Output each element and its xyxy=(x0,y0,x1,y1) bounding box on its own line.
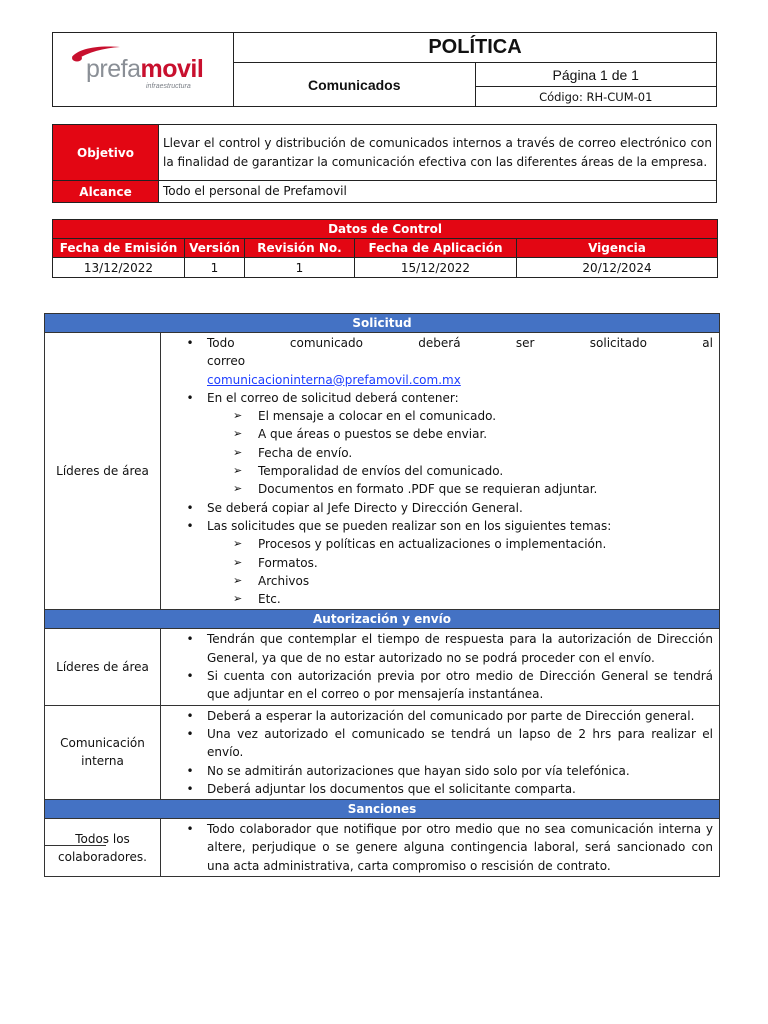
role-label: Líderes de área xyxy=(45,333,161,610)
sub-item-text: Formatos. xyxy=(258,555,318,570)
document-title: POLÍTICA xyxy=(234,33,717,63)
objetivo-text: Llevar el control y distribución de comunicados internos a través de correo electrónico con la finalidad de garantizar la comunicación efectiva con las diferentes áreas de la empresa. xyxy=(159,125,717,181)
list-item xyxy=(167,780,713,798)
section-header-autorizacion: Autorización y envío xyxy=(45,610,720,629)
bullet-icon: • xyxy=(186,390,194,405)
bullet-icon: • xyxy=(186,763,194,778)
arrow-icon: ➢ xyxy=(233,464,243,478)
control-header: Fecha de Emisión xyxy=(53,239,185,258)
sub-list-item xyxy=(167,480,713,498)
table-bottom-border xyxy=(44,845,106,846)
bullet-icon: • xyxy=(186,669,194,684)
bullet-text: Las solicitudes que se pueden realizar son en los siguientes temas: xyxy=(207,518,612,533)
control-header: Versión xyxy=(185,239,245,258)
sub-list-item xyxy=(167,444,713,462)
bullet-icon: • xyxy=(186,500,194,515)
request-instruction: Todo comunicado deberá ser solicitado al correo xyxy=(207,336,713,369)
sub-item-text: El mensaje a colocar en el comunicado. xyxy=(258,409,497,424)
list-item xyxy=(167,630,713,667)
document-header xyxy=(52,32,717,107)
prefamovil-logo xyxy=(68,43,218,93)
list-item xyxy=(167,762,713,780)
sub-list-item xyxy=(167,535,713,553)
logo-subtitle: infraestructura xyxy=(146,82,191,90)
list-item xyxy=(167,707,713,725)
logo-word-prefa: prefa xyxy=(86,54,141,83)
email-link[interactable]: comunicacioninterna@prefamovil.com.mx xyxy=(207,372,461,387)
alcance-label: Alcance xyxy=(53,181,159,203)
logo-word-movil: movil xyxy=(140,54,204,83)
page-number: Página 1 de 1 xyxy=(475,63,717,87)
sub-list-item xyxy=(167,554,713,572)
revision-value: 1 xyxy=(245,258,355,278)
section-header-solicitud: Solicitud xyxy=(45,314,720,333)
list-item xyxy=(167,499,713,517)
list-item xyxy=(167,820,713,875)
document-code: Código: RH-CUM-01 xyxy=(475,87,717,107)
role-label: Comunicación interna xyxy=(45,705,161,799)
arrow-icon: ➢ xyxy=(233,409,243,423)
bullet-icon: • xyxy=(186,336,194,350)
bullet-text: Se deberá copiar al Jefe Directo y Dirección General. xyxy=(207,500,523,515)
vigencia-value: 20/12/2024 xyxy=(517,258,718,278)
bullet-icon: • xyxy=(186,708,194,723)
sanciones-content xyxy=(161,819,720,877)
bullet-text: Todo colaborador que notifique por otro medio que no sea comunicación interna y altere, perjudique o se genere alguna contingencia laboral, será sancionado con una acta administrativa, carta compromiso o rescisión de contrato. xyxy=(207,822,713,873)
sub-list-item xyxy=(167,462,713,480)
bullet-text: Si cuenta con autorización previa por otro medio de Dirección General se tendrá que adjuntar en el correo o por mensajería instantánea. xyxy=(207,669,713,702)
bullet-icon: • xyxy=(186,518,194,533)
sub-item-text: Temporalidad de envíos del comunicado. xyxy=(258,464,504,479)
list-item xyxy=(167,517,713,535)
sub-item-text: A que áreas o puestos se debe enviar. xyxy=(258,427,488,442)
arrow-icon: ➢ xyxy=(233,555,243,569)
objetivo-label: Objetivo xyxy=(53,125,159,181)
bullet-icon: • xyxy=(186,781,194,796)
autorizacion-lideres-content xyxy=(161,629,720,705)
list-item xyxy=(167,389,713,407)
sub-list-item xyxy=(167,407,713,425)
bullet-text: Deberá a esperar la autorización del comunicado por parte de Dirección general. xyxy=(207,708,695,723)
control-header: Fecha de Aplicación xyxy=(355,239,517,258)
alcance-text: Todo el personal de Prefamovil xyxy=(159,181,717,203)
solicitud-content xyxy=(161,333,720,610)
fecha-emision-value: 13/12/2022 xyxy=(53,258,185,278)
fecha-aplicacion-value: 15/12/2022 xyxy=(355,258,517,278)
arrow-icon: ➢ xyxy=(233,592,243,606)
sub-item-text: Archivos xyxy=(258,573,310,588)
arrow-icon: ➢ xyxy=(233,445,243,459)
arrow-icon: ➢ xyxy=(233,537,243,551)
list-item xyxy=(167,725,713,762)
bullet-text xyxy=(207,334,713,389)
bullet-text: Tendrán que contemplar el tiempo de respuesta para la autorización de Dirección General, ya que de no estar autorizado no se podrá proceder con el envío. xyxy=(207,632,713,665)
sub-item-text: Etc. xyxy=(258,592,281,607)
control-header: Revisión No. xyxy=(245,239,355,258)
bullet-text: En el correo de solicitud deberá contener: xyxy=(207,390,459,405)
role-label: Líderes de área xyxy=(45,629,161,705)
bullet-text: Una vez autorizado el comunicado se tendrá un lapso de 2 hrs para realizar el envío. xyxy=(207,726,713,760)
bullet-text: Deberá adjuntar los documentos que el solicitante comparta. xyxy=(207,781,576,796)
bullet-icon: • xyxy=(186,726,194,741)
sub-list-item xyxy=(167,572,713,590)
section-header-sanciones: Sanciones xyxy=(45,800,720,819)
arrow-icon: ➢ xyxy=(233,427,243,441)
logo-cell xyxy=(53,33,234,107)
sub-item-text: Procesos y políticas en actualizaciones o implementación. xyxy=(258,537,607,552)
policy-body-table xyxy=(44,313,720,877)
autorizacion-comunicacion-content xyxy=(161,705,720,799)
logo-wordmark xyxy=(86,55,203,84)
bullet-icon: • xyxy=(186,632,194,647)
list-item xyxy=(167,334,713,389)
version-value: 1 xyxy=(185,258,245,278)
sub-item-text: Documentos en formato .PDF que se requieran adjuntar. xyxy=(258,482,598,497)
bullet-text: No se admitirán autorizaciones que hayan sido solo por vía telefónica. xyxy=(207,763,630,778)
arrow-icon: ➢ xyxy=(233,482,243,496)
control-header: Vigencia xyxy=(517,239,718,258)
role-label: Todos los colaboradores. xyxy=(45,819,161,877)
document-subtitle: Comunicados xyxy=(234,63,476,107)
sub-list-item xyxy=(167,425,713,443)
sub-list-item xyxy=(167,590,713,608)
arrow-icon: ➢ xyxy=(233,573,243,587)
list-item xyxy=(167,667,713,704)
objective-table xyxy=(52,124,717,203)
bullet-icon: • xyxy=(186,822,194,837)
sub-item-text: Fecha de envío. xyxy=(258,445,353,460)
control-data-table xyxy=(52,219,718,278)
control-title: Datos de Control xyxy=(53,220,718,239)
